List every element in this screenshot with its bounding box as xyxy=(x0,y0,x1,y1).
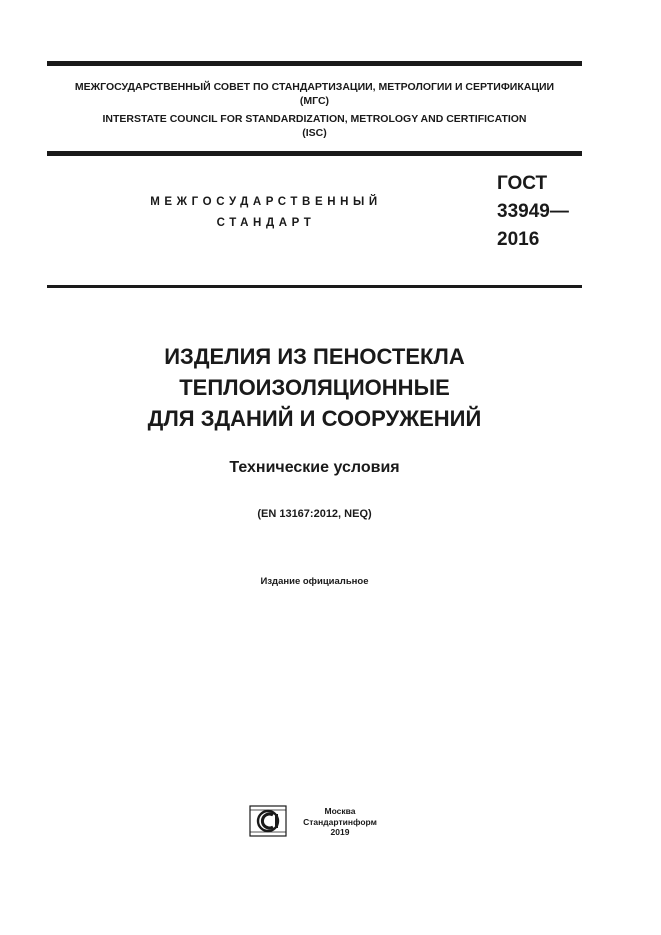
standard-type-line1: МЕЖГОСУДАРСТВЕННЫЙ xyxy=(150,196,382,208)
council-name-ru xyxy=(47,80,582,108)
gost-designation xyxy=(497,170,569,254)
imprint-year: 2019 xyxy=(330,827,350,837)
gost-number: 33949— xyxy=(497,201,569,222)
equivalence-reference: (EN 13167:2012, NEQ) xyxy=(257,508,372,520)
middle-rule xyxy=(47,151,582,156)
standard-type-line2: СТАНДАРТ xyxy=(216,217,316,229)
imprint-city: Москва xyxy=(324,806,356,816)
document-subtitle: Технические условия xyxy=(229,459,400,476)
council-abbr-ru: (МГС) xyxy=(299,95,330,107)
title-line1: ИЗДЕЛИЯ ИЗ ПЕНОСТЕКЛА xyxy=(164,344,465,369)
publisher-imprint xyxy=(300,806,380,838)
bottom-rule xyxy=(47,285,582,288)
title-line3: ДЛЯ ЗДАНИЙ И СООРУЖЕНИЙ xyxy=(147,406,482,431)
title-line2: ТЕПЛОИЗОЛЯЦИОННЫЕ xyxy=(179,375,450,400)
top-rule xyxy=(47,61,582,66)
standartinform-logo-icon xyxy=(249,805,287,837)
gost-prefix: ГОСТ xyxy=(497,173,548,194)
council-abbr-en: (ISC) xyxy=(302,127,327,139)
council-name-ru-text: МЕЖГОСУДАРСТВЕННЫЙ СОВЕТ ПО СТАНДАРТИЗАЦИИ, МЕТРОЛОГИИ И СЕРТИФИКАЦИИ xyxy=(74,81,555,93)
council-name-en xyxy=(47,112,582,140)
edition-note: Издание официальное xyxy=(260,576,369,587)
standard-type-label xyxy=(80,192,452,234)
document-title xyxy=(47,341,582,434)
council-name-en-text: INTERSTATE COUNCIL FOR STANDARDIZATION, METROLOGY AND CERTIFICATION xyxy=(102,113,527,125)
gost-year: 2016 xyxy=(497,229,540,250)
imprint-publisher: Стандартинформ xyxy=(303,816,377,827)
